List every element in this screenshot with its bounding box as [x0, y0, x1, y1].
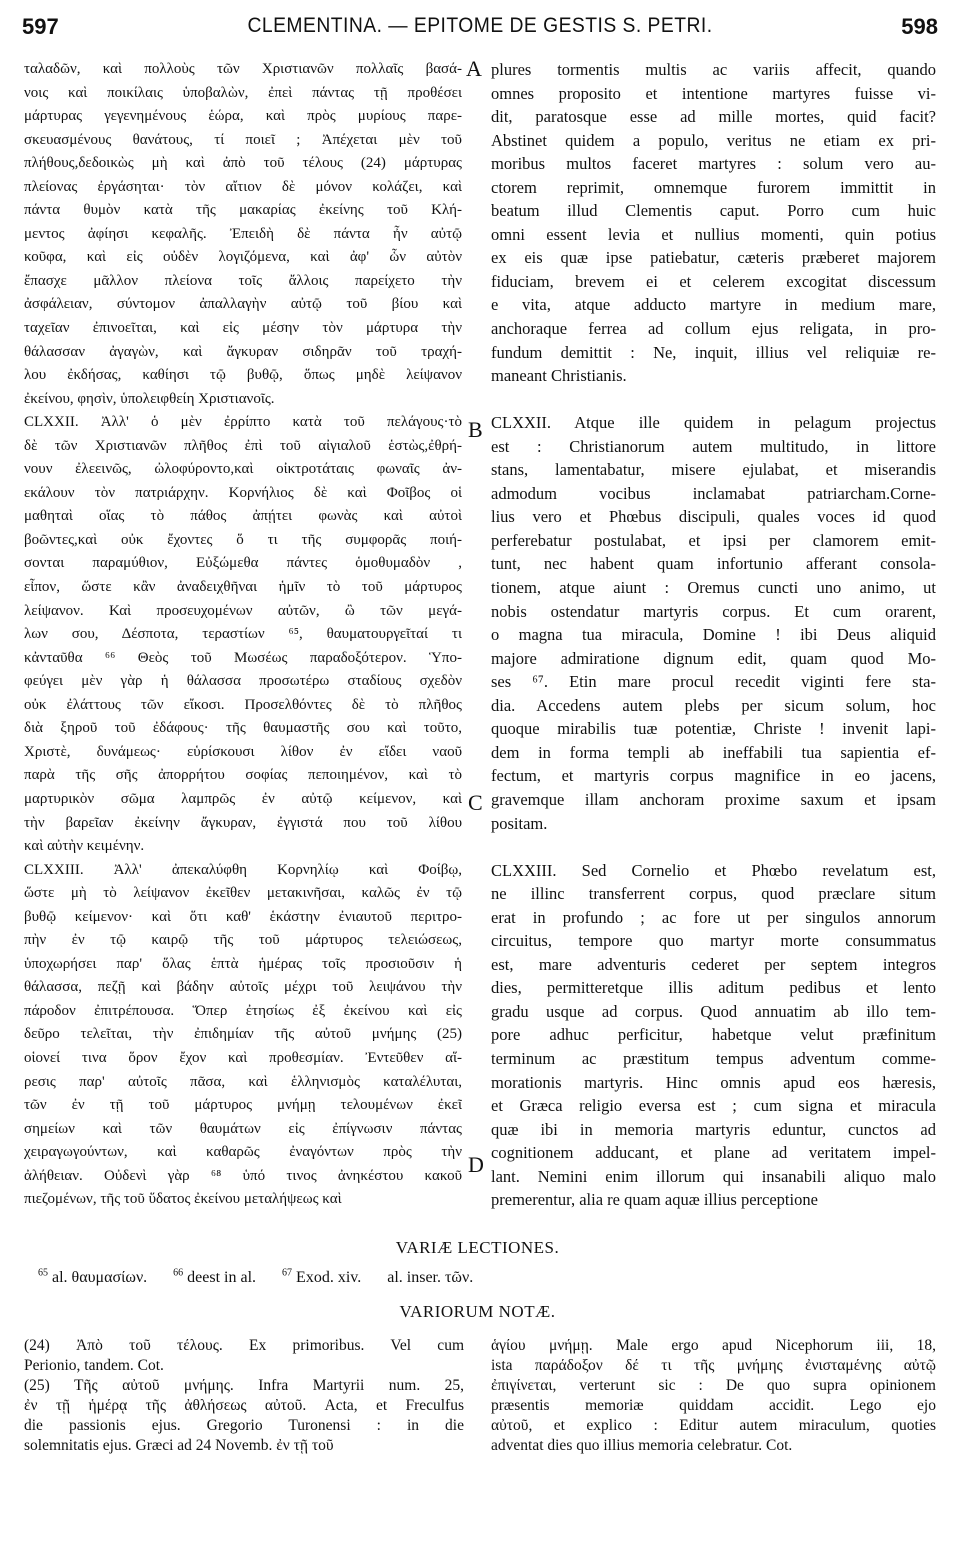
latin-text-line: pore adhuc perficitur, habetque velut præfinitum: [491, 1025, 936, 1045]
latin-text-line: gradu usque ad corpus. Quod annuatim ab illo tem-: [491, 1001, 936, 1021]
latin-text-line: tunt, nec habent quam infortunio afferant consola-: [491, 554, 936, 574]
latin-text-line: stans, lamentabatur, misere ejulabat, et miserandis: [491, 460, 936, 480]
greek-text-line: σονται παραμύθιον, Εὐξώμεθα πάντες ὁμοθυμαδὸν ,: [24, 555, 462, 572]
note-line: adventat dies quo illius memoria celebratur. Cot.: [491, 1437, 793, 1454]
notes-left-column: [24, 1336, 464, 1456]
latin-text-line: fectum, et martyris corpus magnifice in eo jacens,: [491, 766, 936, 786]
latin-text-line: omni essent levia et nullius momenti, quin potius: [491, 224, 936, 244]
greek-text-line: ἀσφάλειαν, σύντομον ἀπαλλαγὴν αὐτῷ τοῦ βίου καὶ: [24, 296, 462, 313]
running-header: [22, 14, 938, 44]
variant-reading: [173, 1269, 256, 1286]
note-line: (24) Ἀπὸ τοῦ τέλους. Ex primoribus. Vel cum: [24, 1337, 464, 1354]
greek-text-line: χειραγωγούντων, καὶ καθαρῶς ἐναγόντων πρὸς τὴν: [24, 1144, 462, 1161]
greek-text-line: εκάλουν τὸν πατριάρχην. Κορνήλιος δὲ καὶ Φοῖβος οἱ: [24, 484, 462, 501]
latin-text-line: circuitus, tempore quo martyr morte consummatus: [491, 931, 936, 951]
latin-text-line: nobis ostendatur martyris corpus. Et cum orarent,: [491, 601, 936, 621]
note-line: die passionis ejus. Gregorio Turonensi : in die: [24, 1417, 464, 1434]
greek-text-line: μαθηταὶ οἵας τὸ πάθος ἀπῄτει φωνὰς καὶ αὐτοὶ: [24, 508, 462, 525]
note-line: præsentis memoriæ quiddam accidit. Lego ejo: [491, 1397, 936, 1414]
greek-text-line: πάροδον ἐπιτρέπουσα. Ὅπερ ἐτησίως ἐξ ἐκείνου καὶ εἰς: [24, 1002, 462, 1019]
note-line: ἐν τῇ ἡμέρᾳ τῆς ἀθλήσεως αὐτοῦ. Acta, et Freculfus: [24, 1397, 464, 1414]
latin-text-line: lant. Nemini enim illorum qui insanabili aliquo malo: [491, 1166, 936, 1186]
greek-column: [24, 58, 462, 1212]
note-line: Perionio, tandem. Cot.: [24, 1357, 164, 1374]
greek-text-line: μεντος ἀφίησι κεφαλῆς. Ἐπειδὴ δὲ πάντα ἦν αὐτῷ: [24, 225, 462, 242]
latin-text-line: plures tormentis multis ac variis affecit, quando: [491, 60, 936, 79]
margin-letter-b: B: [468, 417, 483, 442]
greek-text-line: πλήθους,δεδοικὼς μὴ καὶ ἀπὸ τοῦ τέλους (24) μάρτυρας: [24, 155, 462, 172]
greek-text-line: θάλασσαν ἀγαγὼν, καὶ ἄγκυραν σιδηρᾶν τοῦ τραχή-: [24, 343, 462, 360]
latin-text-line: dies, permitteretque illis aditum pedibus et lento: [491, 978, 936, 998]
greek-text-line: νοις καὶ ποικίλαις ὑποβαλὼν, ἐπεὶ πάντας τῇ προθέσει: [24, 84, 462, 101]
note-line: ista παράδοξον δέ τι τῆς μνήμης ἐνισταμένης αὐτῷ: [491, 1357, 936, 1374]
greek-text-line: τῶν ἐν τῇ τοῦ μάρτυρος μνήμῃ τελουμένων ἐκεῖ: [24, 1097, 462, 1114]
latin-text-line: e vita, atque adducto martyre in medium mare,: [491, 295, 936, 315]
latin-text-line: quæ ibi in memoria martyris eduntur, cunctos ad: [491, 1119, 936, 1139]
variant-text: al. θαυμασίων.: [52, 1269, 148, 1287]
greek-text-line: λου ἐκδήσας, καθίησι τῷ βυθῷ, ὅπως μηδὲ λείψανον: [24, 367, 462, 384]
latin-text-line: omnes proposito et intentione martyres fuisse vi-: [491, 83, 936, 103]
left-page-number: 597: [22, 14, 59, 39]
latin-text-line: anchoraque ferrea ad collum ejus religata, in pro-: [491, 319, 936, 339]
latin-text-line: beatum illud Clementis caput. Porro cum huic: [491, 201, 936, 221]
greek-text-line: βοῶντες,καὶ οὐκ ἔχοντες ὅ τι τῆς συμφορᾶς ποιή-: [24, 531, 462, 548]
latin-text-line: dia. Accedens autem plebs per sicum solum, hoc: [491, 695, 936, 715]
greek-text-line: ταχεῖαν ἐπινοεῖται, καὶ εἰς μέσην τὸν μάρτυρα τὴν: [24, 320, 462, 337]
greek-text-line: λείψανον. Καὶ προσευχομένων αὐτῶν, ὢ τῶν μεγά-: [24, 602, 462, 619]
latin-text-line: ne illinc transferrent corpus, quod præclare situm: [491, 884, 936, 904]
latin-text-line: dem in forma templi ab ineffabili tua sapientia ef-: [491, 742, 936, 762]
greek-text-line: οἱονεί τινα ὅρον ἔχον καὶ προθεσμίαν. Ἐντεῦθεν αἵ-: [24, 1049, 462, 1066]
variant-number: 65: [38, 1268, 48, 1279]
latin-text-line: fiduciam, brevem ei et celerem excogitat discessum: [491, 271, 936, 291]
latin-text-line: erat in profundo ; ac fore ut per singulos annorum: [491, 907, 936, 927]
variant-number: 67: [282, 1268, 293, 1279]
note-line: (25) Τῆς αὐτοῦ μνήμης. Infra Martyrii num. 25,: [24, 1377, 464, 1394]
latin-text-line: ses ⁶⁷. Etin mare procul recedit viginti fere sta-: [491, 672, 936, 692]
latin-text-line: Abstinet quidem a populo, veritus ne etiam ex pri-: [491, 130, 936, 150]
greek-text-line: πιεζομένων, τῆς τοῦ ὕδατος ἐκείνου μεταλήψεως καὶ: [24, 1191, 342, 1208]
latin-text-line: terminum ac præstitum tempus adventum comme-: [491, 1048, 936, 1068]
greek-text-line: νουν ἐλεεινῶς, ὠλοφύροντο,καὶ οἰκτροτάταις φωναῖς ἀν-: [24, 461, 462, 478]
greek-text-line: φεύγει μὲν γὰρ ἡ θάλασσα προσωτέρω σταδίους σχεδὸν: [24, 673, 462, 690]
note-line: ἁγίου μνήμῃ. Male ergo apud Nicephorum iii, 18,: [491, 1337, 936, 1354]
greek-text-line: πὴν ἐν τῷ καιρῷ τῆς τοῦ μάρτυρος τελειώσεως,: [24, 932, 462, 949]
greek-text-line: ρεσις παρ' αὐτοῖς πᾶσα, καὶ ἑλληνισμὸς καταλέλυται,: [24, 1073, 462, 1090]
latin-text-line: quoque mirabilis tuæ potentiæ, Christe ! invenit lapi-: [491, 719, 936, 739]
greek-text-line: τὴν βαρεῖαν ἐκείνην ἄγκυραν, ἐγγιστά που τοῦ λίθου: [24, 814, 462, 831]
latin-text-line: fundum demittit : Ne, inquit, illius vel reliquiæ re-: [491, 342, 936, 362]
greek-text-line: μαρτυρικὸν σῶμα λαμπρῶς ἐν αὐτῷ κείμενον, καὶ: [24, 790, 462, 807]
latin-text-line: tionem, atque aiunt : Oremus cuncti uno animo, ut: [491, 578, 936, 598]
latin-text-line: dit, paratosque esse ad mille mortes, quid facit?: [491, 107, 936, 127]
latin-text-line: est, mare adventuris cederet per septem integros: [491, 954, 936, 974]
greek-text-line: θάλασσα, πεζῇ καὶ βάδην αὐτοῖς μέχρι τοῦ λειψάνου τὴν: [24, 979, 462, 996]
greek-text-line: βυθῷ κείμενον· καὶ ὅτι καθ' ἑκάστην ἐνιαυτοῦ περιτρο-: [24, 908, 462, 925]
note-line: solemnitatis ejus. Græci ad 24 Novemb. ἐν τῇ τοῦ: [24, 1437, 334, 1454]
latin-text-line: o magna tua miracula, Domine ! ibi Deus aliquid: [491, 625, 936, 645]
greek-text-line: πάντα θυμὸν κατὰ τῆς μακαρίας ἐκείνης τοῦ Κλή-: [24, 202, 462, 219]
greek-text-line: ἀλήθειαν. Οὐδενὶ γὰρ ⁶⁸ ὑπό τινος ἀνηκέστου κακοῦ: [24, 1167, 462, 1184]
variant-number: 66: [173, 1268, 184, 1279]
variae-lectiones: [38, 1268, 918, 1287]
latin-text-line: lius vero et Phœbus discipuli, quales voces id quod: [491, 507, 936, 527]
latin-text-line: [491, 835, 936, 859]
greek-text-line: ταλαδῶν, καὶ πολλοὺς τῶν Χριστιανῶν πολλαῖς βασά-: [24, 61, 462, 77]
latin-text-line: CLXXII. Atque ille quidem in pelagum projectus: [491, 413, 936, 433]
right-page-number: 598: [901, 14, 938, 39]
greek-text-line: σημείων καὶ τῶν θαυμάτων εἰς ἐπίγνωσιν πάντας: [24, 1120, 462, 1137]
variant-text: deest in al.: [187, 1269, 257, 1287]
greek-text-line: κοῦφα, καὶ εἰς οὐδὲν λογιζόμενα, καὶ ἀφ' ὧν αὐτὸν: [24, 249, 462, 266]
latin-text-line: ex eis quæ ipse patiebatur, cæteris præberet majorem: [491, 248, 936, 268]
latin-column: [491, 58, 936, 1212]
variant-reading: [38, 1269, 147, 1286]
variant-text: Exod. xiv.: [296, 1269, 362, 1287]
latin-text-line: perferebatur postulabat, et ipsi per clamorem emit-: [491, 530, 936, 550]
greek-text-line: σκευασμένους θανάτους, τί ποιεῖ ; Ἀπέχεται μὲν τοῦ: [24, 131, 462, 148]
latin-text-line: majore admiratione dignum edit, quam quod Mo-: [491, 648, 936, 668]
greek-text-line: ὥστε μὴ τὸ λείψανον ἐκεῖθεν μετακινῆσαι, καλῶς ἐν τῷ: [24, 885, 462, 902]
greek-text-line: μάρτυρας γεγενημένους ἑώρα, καὶ πρὸς μυρίους παρε-: [24, 108, 462, 125]
latin-text-line: [491, 388, 936, 412]
latin-text-line: morationis martyris. Hinc omnis apud eos hæresis,: [491, 1072, 936, 1092]
greek-text-line: διὰ ξηροῦ τοῦ ἐδάφους· τῆς θαυμαστῆς σου καὶ τοῦτο,: [24, 720, 462, 737]
notes-right-column: [491, 1336, 936, 1456]
greek-text-line: οὐκ ἐλάττους τῶν εἴκοσι. Προσελθόντες δὲ τὸ πλῆθος: [24, 696, 462, 713]
latin-text-line: cognitionem adducant, et plane ad veritatem impel-: [491, 1143, 936, 1163]
greek-text-line: εἶπον, ὥστε κἂν ἀναδειχθῆναι ἡμῖν τὸ τοῦ μάρτυρος: [24, 579, 462, 596]
greek-text-line: Χριστὲ, δυνάμεως· εὑρίσκουσι λίθον ἐν εἴδει ναοῦ: [24, 743, 462, 760]
latin-text-line: maneant Christianis.: [491, 366, 627, 386]
greek-text-line: CLXXIII. Ἀλλ' ἀπεκαλύφθη Κορνηλίῳ καὶ Φοίβῳ,: [24, 861, 462, 878]
greek-text-line: λων σου, Δέσποτα, τεραστίων ⁶⁵, θαυματουργεῖταί τι: [24, 626, 462, 643]
greek-text-line: παρὰ τῆς σῆς ἀπορρήτου σοφίας πεποιημένον, καὶ τὸ: [24, 767, 462, 784]
variant-reading: [387, 1269, 473, 1286]
greek-text-line: καὶ αὐτὴν κειμένην.: [24, 838, 145, 855]
greek-text-line: δὲ τῶν Χριστιανῶν πλῆθος ἐπὶ τοῦ αἰγιαλοῦ ἑστὼς,ἐθρή-: [24, 437, 462, 454]
latin-text-line: CLXXIII. Sed Cornelio et Phœbo revelatum est,: [491, 860, 936, 880]
greek-text-line: CLXXII. Ἀλλ' ὁ μὲν ἐρρίπτο κατὰ τοῦ πελάγους·τὸ: [24, 414, 462, 431]
margin-letter-c: C: [468, 790, 483, 815]
latin-text-line: gravemque illam anchoram proxime saxum et ipsam: [491, 789, 936, 809]
running-title: CLEMENTINA. — EPITOME DE GESTIS S. PETRI.: [247, 14, 713, 37]
latin-text-line: ctorem reprimit, omnemque furorem immittit in: [491, 177, 936, 197]
latin-text-line: admodum vocibus inclamabat patriarcham.Corne-: [491, 483, 936, 503]
note-line: ἐπιγίνεται, verterunt sic : De quo supra opinionem: [491, 1377, 936, 1394]
greek-text-line: πλείονας ἐργάσηται· τὸν αἴτιον δὲ μόνον κολάζει, καὶ: [24, 178, 462, 195]
greek-text-line: ὑποχωρήσει παρ' ὅλας ἑπτὰ ἡμέρας τοῖς προσιοῦσιν ἡ: [24, 955, 462, 972]
latin-text-line: moribus multos faceret martyres : solum vero au-: [491, 154, 936, 174]
variorum-notae-heading: VARIORUM NOTÆ.: [399, 1302, 556, 1321]
latin-text-line: positam.: [491, 813, 548, 833]
greek-text-line: δεῦρο τελεῖται, τὴν ἐπιδημίαν τῆς αὐτοῦ μνήμης (25): [24, 1026, 462, 1043]
margin-letter-a: A: [466, 56, 482, 81]
greek-text-line: ἐκείνου, φησὶν, ὑπολειφθείη Χριστιανοῖς.: [24, 390, 275, 407]
note-line: αὐτοῦ, et explico : Editur autem miraculum, quoties: [491, 1417, 936, 1434]
greek-text-line: ἔπασχε μᾶλλον πλείονα τοῖς ἄλλοις παρείχετο τὴν: [24, 272, 462, 289]
latin-text-line: et Græca religio eversa est ; cum signa et miracula: [491, 1096, 936, 1116]
variant-text: al. inser. τῶν.: [387, 1269, 474, 1287]
greek-text-line: κἀνταῦθα ⁶⁶ Θεὸς τοῦ Μωσέως παραδοξότερον. Ὑπο-: [24, 649, 462, 666]
latin-text-line: premerentur, alia re quam aquæ illius perceptione: [491, 1190, 818, 1210]
variae-lectiones-heading: VARIÆ LECTIONES.: [395, 1238, 560, 1257]
latin-text-line: est : Christianorum autem multitudo, in littore: [491, 436, 936, 456]
variant-reading: [282, 1269, 361, 1286]
margin-letter-d: D: [468, 1152, 484, 1177]
